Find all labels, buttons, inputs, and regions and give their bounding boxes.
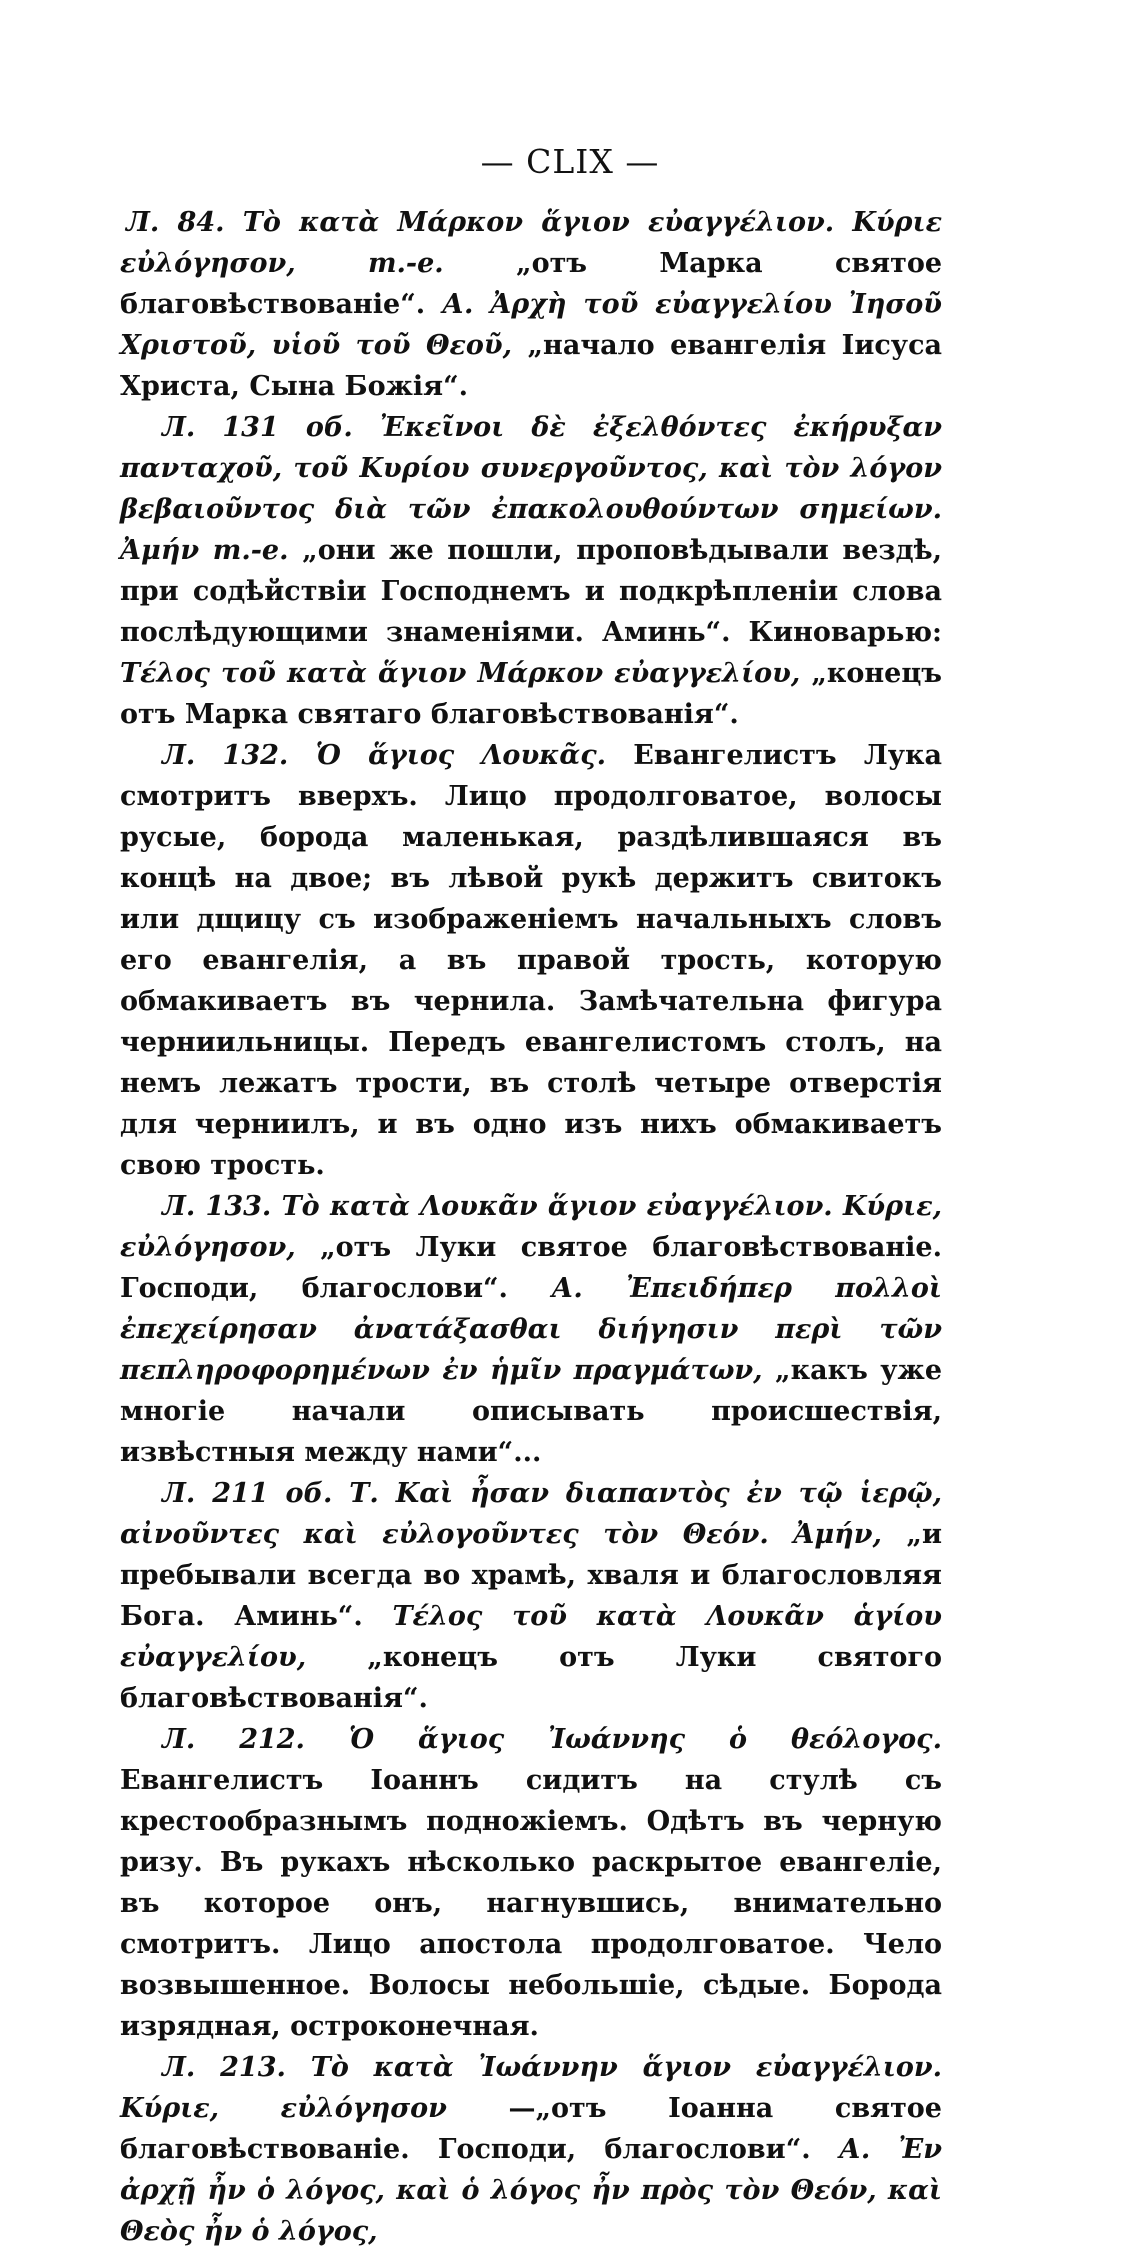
page-number: — CLIX — xyxy=(480,142,660,181)
folio-reference: Л. 133. xyxy=(162,1191,272,1222)
greek-quote: Τὸ κατὰ Ἰωάννην ἅγιον εὐαγγέλιον. Κύριε, εὐλόγησον xyxy=(120,2052,942,2124)
folio-reference: Л. 211 об. xyxy=(162,1478,333,1509)
paragraph xyxy=(120,1473,942,1719)
greek-quote: Ἐπειδήπερ πολλοὶ ἐπεχείρησαν ἀνατάξασθαι διήγησιν περὶ τῶν πεπληροφορημένων ἐν ἡμῖν πραγμάτων, xyxy=(120,1273,942,1386)
folio-reference: Л. 132. xyxy=(162,740,289,771)
greek-quote: Τὸ κατὰ Λουκᾶν ἅγιον εὐαγγέλιον. Κύριε, εὐλόγησον, xyxy=(120,1191,943,1263)
folio-reference: Л. 84. xyxy=(126,207,225,238)
greek-quote: Ἐκεῖνοι δὲ ἐξελθόντες ἐκήρυξαν πανταχοῦ, τοῦ Κυρίου συνεργοῦντος, καὶ τὸν λόγον βεβαιοῦντος διὰ τῶν ἐπακολουθούντων σημείων. Ἀμήν xyxy=(120,412,942,566)
greek-quote: Ὁ ἅγιος Λουκᾶς. xyxy=(288,740,607,771)
greek-quote: Т. xyxy=(332,1478,396,1509)
greek-quote: т.-е. xyxy=(212,535,289,566)
paragraph xyxy=(120,1186,942,1473)
paragraph xyxy=(120,407,942,735)
greek-quote: Τὸ κατὰ Μάρκον ἅγιον εὐαγγέλιον. Κύριε εὐλόγησον, xyxy=(120,207,942,279)
greek-quote: А. xyxy=(838,2134,899,2165)
folio-reference: Л. 213. xyxy=(162,2052,286,2083)
russian-text: „и пребывали всегда во храмѣ, хваля и благословляя Бога. Аминь“. xyxy=(120,1519,942,1632)
greek-quote: Τέλος τοῦ κατὰ ἅγιον Μάρκον εὐαγγελίου, xyxy=(120,658,801,689)
body-text xyxy=(120,202,942,2252)
greek-quote: Ἐν ἀρχῇ ἦν ὁ λόγος, καὶ ὁ λόγος ἦν πρὸς τὸν Θεόν, καὶ Θεὸς ἦν ὁ λόγος, xyxy=(120,2134,942,2247)
folio-reference: Л. 131 об. xyxy=(162,412,353,443)
greek-quote: А. xyxy=(551,1273,627,1304)
greek-quote: Καὶ ἦσαν διαπαντὸς ἐν τῷ ἱερῷ, αἰνοῦντες καὶ εὐλογοῦντες τὸν Θεόν. Ἀμήν, xyxy=(120,1478,943,1550)
russian-text: —„отъ Іоанна святое благовѣствованіе. Господи, благослови“. xyxy=(120,2093,942,2165)
greek-quote: А. xyxy=(442,289,491,320)
paragraph xyxy=(120,735,942,1186)
russian-text: „отъ Луки святое благовѣствованіе. Господи, благослови“. xyxy=(120,1232,942,1304)
russian-text: „начало евангелія Іисуса Христа, Сына Божія“. xyxy=(120,330,942,402)
paragraph xyxy=(120,2047,942,2252)
greek-quote: т.-е. xyxy=(367,248,444,279)
folio-reference: Л. 212. xyxy=(162,1724,305,1755)
russian-text: Евангелистъ Іоаннъ сидитъ на стулѣ съ крестообразнымъ подножіемъ. Одѣтъ въ черную ризу. Въ рукахъ нѣсколько раскрытое евангеліе, въ которое онъ, нагнувшись, внимательно смотритъ. Лицо апостола продолговатое. Чело возвышенное. Волосы небольшіе, сѣдые. Борода изрядная, остроконечная. xyxy=(120,1765,942,2042)
paragraph xyxy=(120,1719,942,2047)
paragraph xyxy=(120,202,942,407)
russian-text: Евангелистъ Лука смотритъ вверхъ. Лицо продолговатое, волосы русые, борода маленькая, раздѣлившаяся въ концѣ на двое; въ лѣвой рукѣ держитъ свитокъ или дщицу съ изображеніемъ начальныхъ словъ его евангелія, а въ правой трость, которую обмакиваетъ въ чернила. Замѣчательна фигура черниильницы. Передъ евангелистомъ столъ, на немъ лежатъ трости, въ столѣ четыре отверстія для черниилъ, и въ одно изъ нихъ обмакиваетъ свою трость. xyxy=(120,740,942,1181)
russian-text: „какъ уже многіе начали описывать происшествія, извѣстныя между нами“... xyxy=(120,1355,942,1468)
greek-quote: Ὁ ἅγιος Ἰωάννης ὁ θεόλογος. xyxy=(304,1724,943,1755)
greek-quote: Ἀρχὴ τοῦ εὐαγγελίου Ἰησοῦ Χριστοῦ, υἱοῦ τοῦ Θεοῦ, xyxy=(120,289,943,361)
russian-text: „отъ Марка святое благовѣствованіе“. xyxy=(120,248,943,320)
russian-text: „конецъ отъ Марка святаго благовѣствованія“. xyxy=(120,658,942,730)
russian-text: „конецъ отъ Луки святого благовѣствованія“. xyxy=(120,1642,942,1714)
greek-quote: Τέλος τοῦ κατὰ Λουκᾶν ἁγίου εὐαγγελίου, xyxy=(120,1601,942,1673)
russian-text: „они же пошли, проповѣдывали вездѣ, при содѣйствіи Господнемъ и подкрѣпленіи слова послѣдующими знаменіями. Аминь“. Киноварью: xyxy=(120,535,942,648)
